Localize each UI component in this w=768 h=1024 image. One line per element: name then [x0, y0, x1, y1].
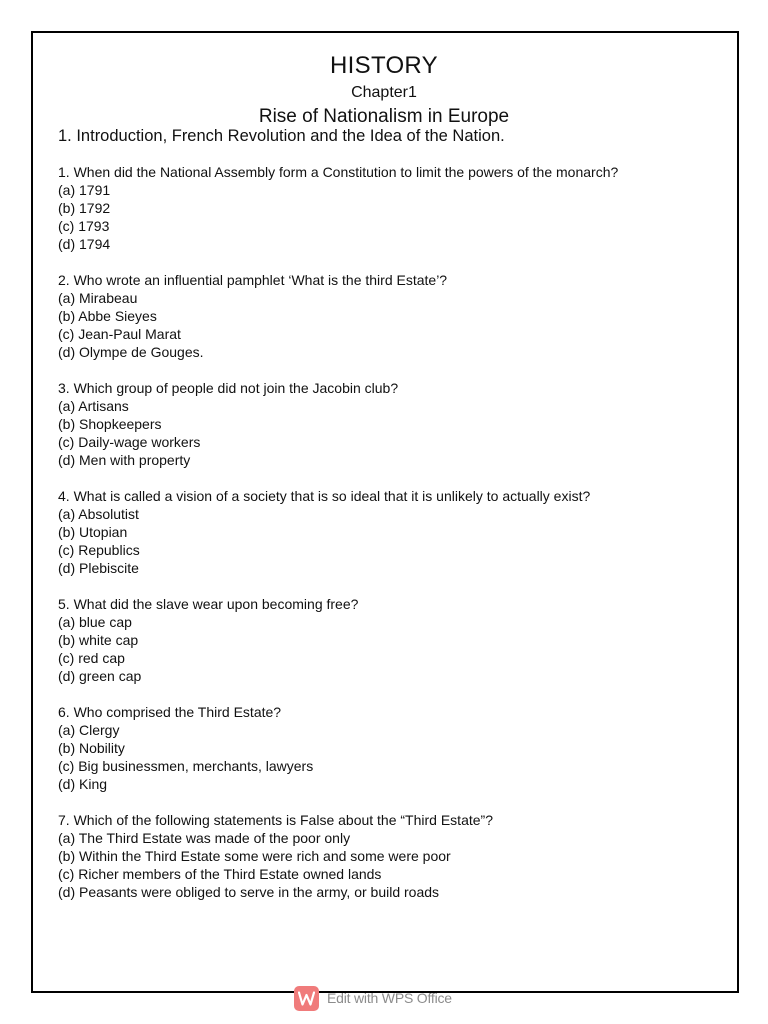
- question-text: 6. Who comprised the Third Estate?: [58, 704, 282, 720]
- option: (b) white cap: [58, 632, 139, 648]
- option: (d) King: [58, 776, 108, 792]
- option: (c) Richer members of the Third Estate owned lands: [58, 866, 382, 882]
- question-text: 3. Which group of people did not join the Jacobin club?: [58, 380, 399, 396]
- chapter-subtitle: Rise of Nationalism in Europe: [258, 106, 510, 127]
- question-list: [58, 163, 638, 919]
- option: (d) 1794: [58, 236, 111, 252]
- wps-office-icon: [294, 986, 319, 1011]
- document-title: HISTORY: [330, 52, 438, 79]
- question-3: [58, 379, 638, 469]
- option: (c) Big businessmen, merchants, lawyers: [58, 758, 314, 774]
- option: (a) Artisans: [58, 398, 129, 414]
- option: (b) 1792: [58, 200, 111, 216]
- wps-edit-label[interactable]: Edit with WPS Office: [327, 990, 452, 1006]
- option: (b) Utopian: [58, 524, 128, 540]
- question-text: 7. Which of the following statements is False about the “Third Estate”?: [58, 812, 493, 828]
- option: (d) Plebiscite: [58, 560, 139, 576]
- question-4: [58, 487, 638, 577]
- question-text: 5. What did the slave wear upon becoming free?: [58, 596, 359, 612]
- question-1: [58, 163, 638, 253]
- option: (b) Nobility: [58, 740, 125, 756]
- option: (b) Shopkeepers: [58, 416, 162, 432]
- option: (b) Within the Third Estate some were rich and some were poor: [58, 848, 451, 864]
- option: (a) Mirabeau: [58, 290, 138, 306]
- option: (d) Olympe de Gouges.: [58, 344, 204, 360]
- wps-w-glyph-icon: [298, 991, 315, 1006]
- option: (c) Jean-Paul Marat: [58, 326, 181, 342]
- document-header: [0, 52, 768, 129]
- option: (a) Absolutist: [58, 506, 139, 522]
- wps-edit-link[interactable]: [294, 985, 452, 1011]
- option: (a) Clergy: [58, 722, 120, 738]
- question-text: 4. What is called a vision of a society that is so ideal that it is unlikely to actually exist?: [58, 488, 591, 504]
- question-2: [58, 271, 638, 361]
- option: (a) The Third Estate was made of the poor only: [58, 830, 351, 846]
- chapter-label: Chapter1: [351, 84, 417, 101]
- section-heading: 1. Introduction, French Revolution and the Idea of the Nation.: [58, 127, 505, 145]
- option: (c) Daily-wage workers: [58, 434, 201, 450]
- option: (c) red cap: [58, 650, 125, 666]
- option: (d) Men with property: [58, 452, 191, 468]
- question-text: 2. Who wrote an influential pamphlet ‘What is the third Estate’?: [58, 272, 448, 288]
- option: (b) Abbe Sieyes: [58, 308, 157, 324]
- option: (d) Peasants were obliged to serve in the army, or build roads: [58, 884, 440, 900]
- option: (d) green cap: [58, 668, 142, 684]
- question-text: 1. When did the National Assembly form a Constitution to limit the powers of the monarch? (a) 1791: [58, 164, 619, 198]
- option: (c) 1793: [58, 218, 110, 234]
- option: (a) blue cap: [58, 614, 132, 630]
- question-5: [58, 595, 638, 685]
- question-7: [58, 811, 638, 901]
- question-6: [58, 703, 638, 793]
- option: (c) Republics: [58, 542, 140, 558]
